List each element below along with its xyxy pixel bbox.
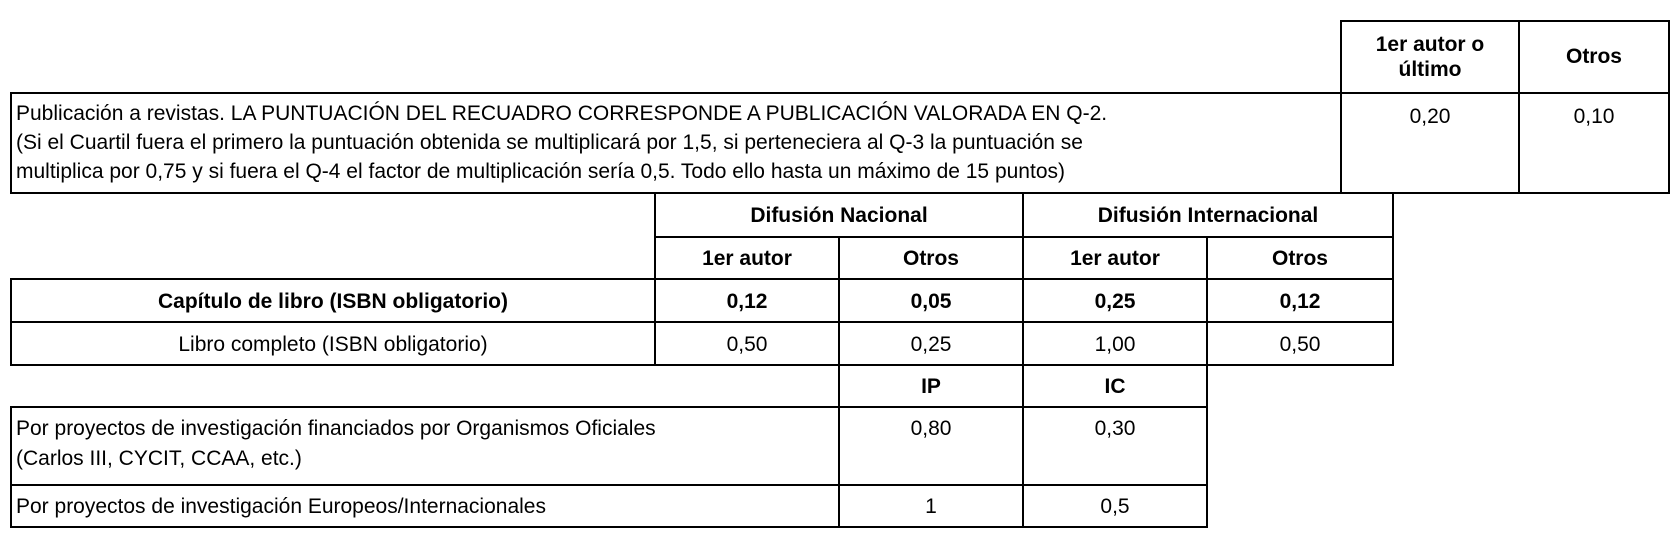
proyectos-row-ip: 0,80 [910, 417, 952, 440]
proyectos-col-ip: IP [921, 375, 941, 398]
proyectos-row-label-line1: Por proyectos de investigación financiados por Organismos Oficiales [16, 417, 656, 440]
revistas-value-others: 0,10 [1573, 105, 1615, 128]
revistas-description-line2: (Si el Cuartil fuera el primero la puntuación obtenida se multiplicará por 1,5, si perteneciera al Q-3 la puntuación se [16, 131, 1083, 154]
libros-row-label: Libro completo (ISBN obligatorio) [178, 333, 488, 356]
libros-row-nat-first: 0,50 [726, 333, 768, 356]
libros-group-international: Difusión Internacional [1097, 204, 1319, 227]
proyectos-row-ic: 0,5 [1100, 495, 1130, 518]
libros-sub-others-int: Otros [1271, 247, 1328, 270]
libros-row-nat-first: 0,12 [726, 290, 768, 313]
revistas-description-line3: multiplica por 0,75 y si fuera el Q-4 el factor de multiplicación sería 0,5. Todo ello hasta un máximo de 15 puntos) [16, 160, 1065, 183]
libros-row-int-first: 1,00 [1094, 333, 1136, 356]
libros-row-int-others: 0,50 [1279, 333, 1321, 356]
libros-row-label: Capítulo de libro (ISBN obligatorio) [158, 290, 508, 313]
libros-row-nat-others: 0,05 [910, 290, 952, 313]
libros-sub-others-nat: Otros [902, 247, 959, 270]
revistas-description-line1: Publicación a revistas. LA PUNTUACIÓN DEL RECUADRO CORRESPONDE A PUBLICACIÓN VALORADA EN Q-2. [16, 102, 1108, 125]
proyectos-row-label-line2: (Carlos III, CYCIT, CCAA, etc.) [16, 447, 302, 470]
libros-row-nat-others: 0,25 [910, 333, 952, 356]
revistas-value-first-author: 0,20 [1409, 105, 1451, 128]
proyectos-col-ic: IC [1104, 375, 1126, 398]
libros-row-int-first: 0,25 [1094, 290, 1136, 313]
libros-sub-first-author-int: 1er autor [1070, 247, 1160, 270]
libros-group-national: Difusión Nacional [750, 204, 928, 227]
revistas-col-first-author: 1er autor o último [1375, 33, 1485, 81]
proyectos-row-ip: 1 [925, 495, 937, 518]
proyectos-row-ic: 0,30 [1094, 417, 1136, 440]
proyectos-row-label-line1: Por proyectos de investigación Europeos/Internacionales [16, 495, 546, 518]
libros-row-int-others: 0,12 [1279, 290, 1321, 313]
libros-sub-first-author-nat: 1er autor [702, 247, 792, 270]
revistas-col-others: Otros [1565, 45, 1622, 68]
